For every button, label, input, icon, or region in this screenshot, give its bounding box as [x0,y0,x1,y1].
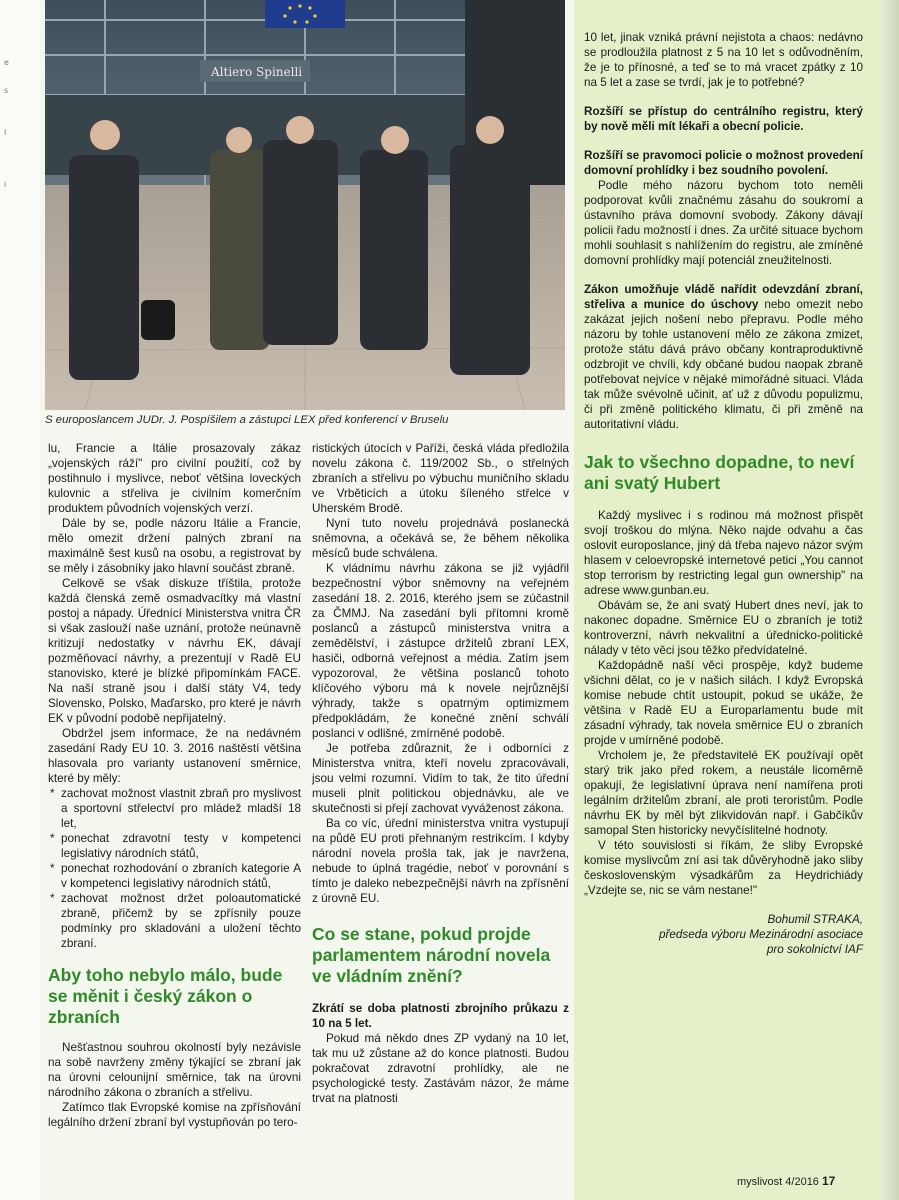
list-item: * zachovat možnost vlastnit zbraň pro myslivost a sportovní střelectví pro mládež mladší 18 let, [48,786,301,831]
section-heading: Co se stane, pokud projde parlamentem národní novela ve vládním znění? [312,924,551,986]
list-item: * zachovat možnost držet poloautomatické zbraně, přičemž by se zpřísnily pouze podmínky pro skladování a uložení těchto zbraní. [48,891,301,951]
page-footer [737,1174,835,1188]
paragraph: Obávám se, že ani svatý Hubert dnes neví, jak to nakonec dopadne. Směrnice EU o zbraních je totiž kontroverzní, návrh nekvalitní a úřednicko-politické nálady v této věci jsou těžko předvídatelné. [584,599,863,657]
list-item: * ponechat rozhodování o zbraních kategorie A v kompetenci legislativy národních států, [48,861,301,891]
paragraph [584,282,863,432]
lead-bold: Zkrátí se doba platnosti zbrojního průkazu z 10 na 5 let. [312,1002,569,1030]
paragraph-text: nebo omezit nebo zakázat jejich nošení nebo přepravu. Podle mého názoru by tohle ustanovení mělo ze zákona zmizet, protože státu dává právo občany kontraproduktivně odzbrojit ve chvíli, kdy občané budou naopak zbraně potřebovat nejvíce v nějaké mimořádné situaci. Vláda tak může svévolně učinit, ať už z důvodu populizmu, či při změně politického klimatu, či při změně na autoritativní vládu. [584,298,863,431]
author-role: předseda výboru Mezinárodní asociace [658,928,863,941]
paragraph: Každý myslivec i s rodinou má možnost přispět svojí troškou do mlýna. Něko najde odvahu a čas oslovit europoslance, jiný dá třeba najevo názor svým hlasem v celoevropské internetové petici „You cannot stop terrorism by restricting legal gun ownership" na adrese www.gunban.eu. [584,509,863,597]
paragraph: 10 let, jinak vzniká právní nejistota a chaos: nedávno se prodloužila platnost z 5 na 10 let s odůvodněním, že je to přínosné, a teď se to má vracet zpátky z 10 na 5 let a zase se tvrdí, jak je to potřebné? [584,31,863,89]
author-role: pro sokolnictví IAF [766,943,863,956]
paragraph: Obdržel jsem informace, že na nedávném zasedání Rady EU 10. 3. 2016 naštěstí většina hlasovala pro varianty ustanovení směrnice, které by měly: [48,727,301,785]
paragraph: V této souvislosti si říkám, že sliby Evropské komise myslivcům zní asi tak důvěryhodně jako sliby československým výsadkářům za Heydrichiády „Vzdejte se, nic se vám nestane!" [584,839,863,897]
paragraph: Pokud má někdo dnes ZP vydaný na 10 let, tak mu už zůstane až do konce platnosti. Budou pokračovat zdravotní prohlídky, ale ne psychologické testy. Zastávám názor, že máme trvat na platnosti [312,1032,569,1105]
paragraph: Zatímco tlak Evropské komise na zpřísňování legálního držení zbraní byl vystupňován po tero- [48,1101,301,1129]
page-binding-shadow [881,0,899,1200]
list-item: * ponechat zdravotní testy v kompetenci legislativy národních států, [48,831,301,861]
article-column-1 [48,441,301,1130]
paragraph: Podle mého názoru bychom toto neměli podporovat kvůli značnému zásahu do soukromí a ústavního práva domovní svobody. Zákony dávají policii řadu možností i dnes. Za určité situace bychom mohli souhlasit s nahlížením do registru, ale zmíněné domovní prohlídky mají potenciál zneužitelnosti. [584,179,863,267]
paragraph: lu, Francie a Itálie prosazovaly zákaz „vojenských ráží" pro civilní použití, což by postihnulo i myslivce, neboť většina loveckých kulovnic a střeliva je civilním komerčním produktem původních vojenských verzí. [48,442,301,515]
magazine-issue: myslivost 4/2016 [737,1176,819,1188]
paragraph: Je potřeba zdůraznit, že i odborníci z Ministerstva vnitra, kteří novelu zpracovávali, jsou velmi rozumní. Vidím to tak, že tito úřední museli plnit politickou objednávku, ale ve skutečnosti si přejí zachovat vyváženost zákona. [312,742,569,815]
paragraph: Dále by se, podle názoru Itálie a Francie, mělo omezit držení palných zbraní na maximálně šest kusů na osobu, a registrovat by se měly i zásobníky jako hlavní součást zbraně. [48,517,301,575]
photo-illustration [45,0,565,410]
paragraph: Nyní tuto novelu projednává poslanecká sněmovna, a očekává se, že během několika měsíců bude schválena. [312,517,569,560]
bold-point: Rozšíří se pravomoci policie o možnost provedení domovní prohlídky i bez soudního povolení. [584,149,863,177]
bold-point: Zákon umožňuje vládě nařídit odevzdání zbraní, střeliva a munice do úschovy [584,283,863,311]
author-signature [584,912,863,957]
paragraph: K vládnímu návrhu zákona se již vyjádřil bezpečnostní výbor sněmovny na veřejném zasedání 18. 2. 2016, kterého jsem se zúčastnil za ČMMJ. Na zasedání byli přítomni kromě poslanců a zástupců ministerstva vnitra a zemědělství, i zástupce držitelů zbraní LEX, hasiči, odborná veřejnost a média. Zatím jsem vypozoroval, že většina poslanců tohoto klíčového výboru má k novele nejrůznější výhrady, takže s opatrným optimizmem předpokládám, že konečné znění schválí poslanci v odlišné, zmírněné podobě. [312,562,569,740]
section-heading: Jak to všechno dopadne, to neví ani svatý Hubert [584,452,855,493]
paragraph: Každopádně naší věci prospěje, když budeme všichni dělat, co je v našich silách. I když Evropská komise nebude chtít ustoupit, pokud se ukáže, že většina v Radě EU a Europarlamentu bude mít zásadní výhrady, tak novela směrnice EU o zbraních projde v umírněné podobě. [584,659,863,747]
article-column-3 [584,30,863,957]
group-photo [45,0,565,410]
paragraph: Celkově se však diskuze tříštila, protože každá členská země osmadvacítky má vlastní postoj a nápady. Úřednící Ministerstva vnitra ČR si však zaslouží naše uznání, protože neúnavně kritizují nedostatky v návrhu EK, dávají pozměňovací návrhy, a prezentují v Radě EU stanovisko, které je blízké připomínkám FACE. Na naší straně jsou i další státy V4, tedy Slovensko, Polsko, Maďarsko, pro které je návrh EK v původní podobě nepřijatelný. [48,577,301,725]
paragraph: Nešťastnou souhrou okolností byly nezávisle na sobě navrženy změny týkající se zbraní jak na úrovni celounijní směrnice, tak na úrovni národního zákona o zbraních a střelivu. [48,1041,301,1099]
bullet-list [48,786,301,951]
adjacent-page-edge: e s l i [0,0,40,1200]
page-number: 17 [822,1174,836,1188]
building-sign: Altiero Spinelli [211,65,303,79]
article-column-2 [312,441,569,1106]
photo-caption: S europoslancem JUDr. J. Pospíšilem a zástupci LEX před konferencí v Bruselu [45,414,449,426]
author-name: Bohumil STRAKA, [767,913,863,926]
section-heading: Aby toho nebylo málo, bude se měnit i český zákon o zbraních [48,965,283,1027]
paragraph: Vrcholem je, že představitelé EK používají opět starý trik jako před rokem, a neustále licoměrně opakují, že legislativní úprava není namířena proti legálním držitelům zbraní, ale proti teroristům. Podle návrhu EK by měl být zlikvidován např. i Gabčíkův samopal Sten historicky nevyčíslitelné hodnoty. [584,749,863,837]
bold-point: Rozšíří se přístup do centrálního registru, který by nově měli mít lékaři a obecní policie. [584,105,863,133]
paragraph: Ba co víc, úřední ministerstva vnitra vystupují na půdě EU proti přehnaným restrikcím. I kdyby národní novela prošla tak, jak je navržena, nebude to úplná tragédie, neboť v porovnání s tímto je daleko nebezpečnější návrh na zpřísnění z úrovně EU. [312,817,569,905]
paragraph: ristických útocích v Paříži, česká vláda předložila novelu zákona č. 119/2002 Sb., o střelných zbraních a střelivu po výbuchu muničního skladu ve Vrběticích a útoku šíleného střelce v Uherském Brodě. [312,442,569,515]
